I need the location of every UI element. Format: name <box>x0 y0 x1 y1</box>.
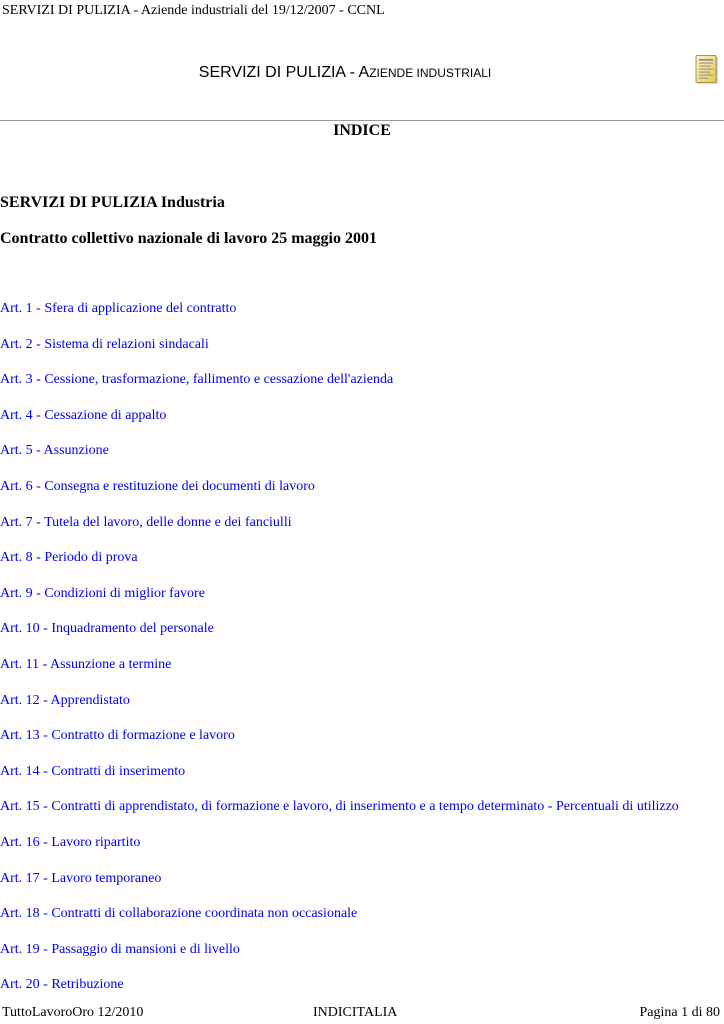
toc-item <box>0 762 679 798</box>
toc-link-art-14[interactable]: Art. 14 - Contratti di inserimento <box>0 763 186 779</box>
footer-publisher: INDICITALIA <box>313 1005 398 1020</box>
toc-link-art-15[interactable]: Art. 15 - Contratti di apprendistato, di formazione e lavoro, di inserimento e a tempo determinato - Percentuali di utilizzo <box>0 799 679 815</box>
section-subtitle: Contratto collettivo nazionale di lavoro 25 maggio 2001 <box>0 230 377 247</box>
header-divider <box>0 120 724 121</box>
running-header: SERVIZI DI PULIZIA - Aziende industriali del 19/12/2007 - CCNL <box>2 3 385 18</box>
toc-item <box>0 940 679 976</box>
toc-link-art-3[interactable]: Art. 3 - Cessione, trasformazione, fallimento e cessazione dell'azienda <box>0 372 394 388</box>
toc-item <box>0 441 679 477</box>
footer-page-number: Pagina 1 di 80 <box>639 1005 720 1020</box>
document-title-main: SERVIZI DI PULIZIA - <box>198 64 359 81</box>
toc-link-art-2[interactable]: Art. 2 - Sistema di relazioni sindacali <box>0 336 209 352</box>
toc-link-art-12[interactable]: Art. 12 - Apprendistato <box>0 692 130 708</box>
toc-item <box>0 584 679 620</box>
toc-link-art-5[interactable]: Art. 5 - Assunzione <box>0 443 109 459</box>
toc-link-art-16[interactable]: Art. 16 - Lavoro ripartito <box>0 834 141 850</box>
toc-link-art-17[interactable]: Art. 17 - Lavoro temporaneo <box>0 870 162 886</box>
document-title-cap: A <box>358 64 370 81</box>
toc-item <box>0 726 679 762</box>
toc-link-art-11[interactable]: Art. 11 - Assunzione a termine <box>0 656 172 672</box>
index-heading: INDICE <box>333 122 391 139</box>
document-title-rest: ZIENDE INDUSTRIALI <box>369 66 492 80</box>
section-title: SERVIZI DI PULIZIA Industria <box>0 194 225 211</box>
toc-link-art-10[interactable]: Art. 10 - Inquadramento del personale <box>0 621 214 637</box>
toc-link-art-1[interactable]: Art. 1 - Sfera di applicazione del contratto <box>0 301 237 316</box>
toc-item <box>0 869 679 905</box>
toc-link-art-19[interactable]: Art. 19 - Passaggio di mansioni e di livello <box>0 941 240 957</box>
toc-item <box>0 833 679 869</box>
document-icon[interactable] <box>695 55 719 85</box>
toc-item <box>0 548 679 584</box>
toc-item <box>0 619 679 655</box>
toc-link-art-6[interactable]: Art. 6 - Consegna e restituzione dei documenti di lavoro <box>0 478 315 494</box>
toc-link-art-18[interactable]: Art. 18 - Contratti di collaborazione coordinata non occasionale <box>0 906 358 922</box>
toc-link-art-7[interactable]: Art. 7 - Tutela del lavoro, delle donne e dei fanciulli <box>0 514 292 530</box>
toc-link-art-13[interactable]: Art. 13 - Contratto di formazione e lavoro <box>0 728 235 744</box>
footer-source: TuttoLavoroOro 12/2010 <box>2 1005 144 1020</box>
toc-item <box>0 406 679 442</box>
toc-link-art-8[interactable]: Art. 8 - Periodo di prova <box>0 550 138 566</box>
toc-item <box>0 335 679 371</box>
toc-item <box>0 691 679 727</box>
toc-link-art-20[interactable]: Art. 20 - Retribuzione <box>0 977 124 993</box>
toc-item <box>0 513 679 549</box>
toc-item <box>0 797 679 833</box>
toc-item <box>0 655 679 691</box>
toc-item <box>0 370 679 406</box>
toc-link-art-4[interactable]: Art. 4 - Cessazione di appalto <box>0 407 167 423</box>
toc-item <box>0 299 679 335</box>
toc-item <box>0 477 679 513</box>
table-of-contents <box>0 299 679 1011</box>
toc-link-art-9[interactable]: Art. 9 - Condizioni di miglior favore <box>0 585 205 601</box>
page-footer <box>0 1005 724 1023</box>
toc-item <box>0 904 679 940</box>
document-title <box>0 63 690 83</box>
